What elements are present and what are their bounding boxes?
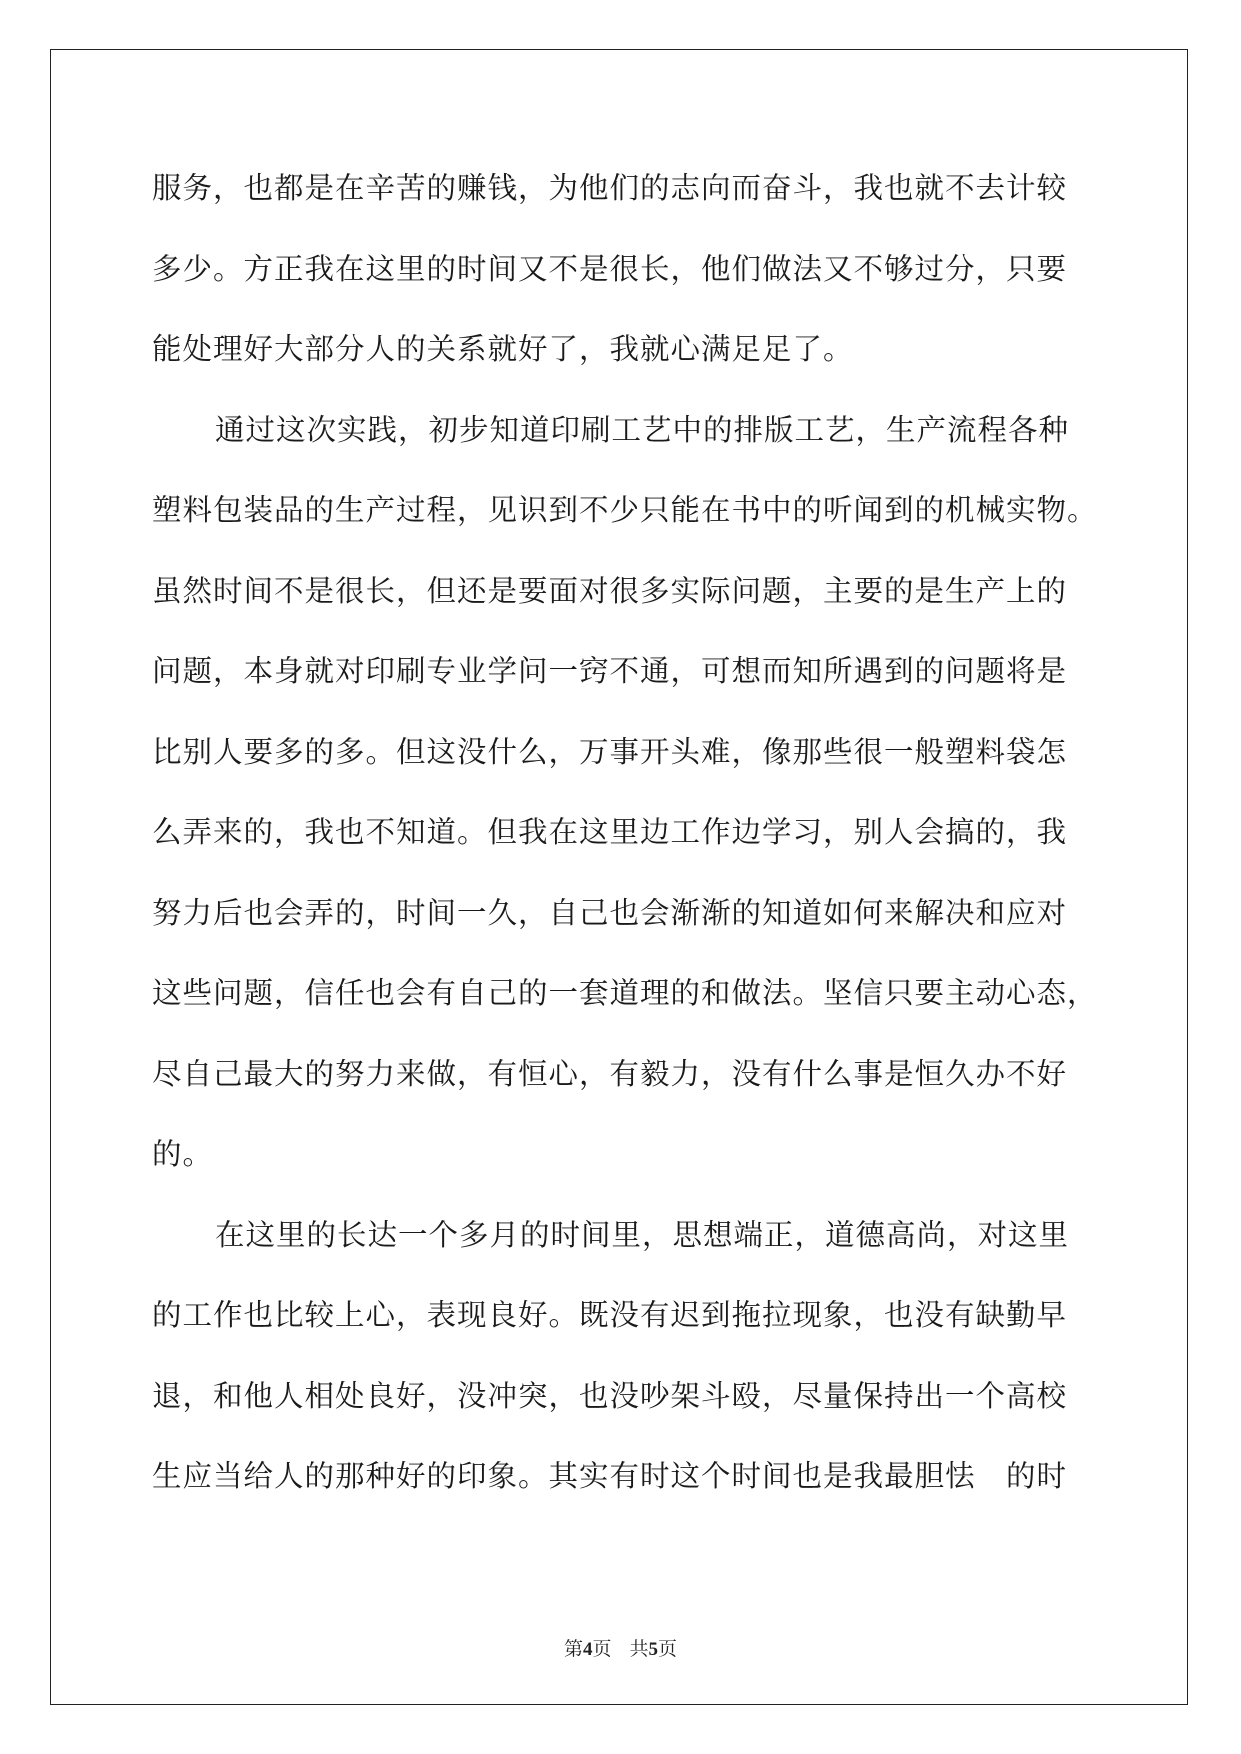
text-line: 服务，也都是在辛苦的赚钱，为他们的志向而奋斗，我也就不去计较 [152, 171, 1068, 205]
text-line: 比别人要多的多。但这没什么，万事开头难，像那些很一般塑料袋怎 [152, 734, 1068, 769]
text-line: 努力后也会弄的，时间一久，自己也会渐渐的知道如何来解决和应对 [152, 895, 1068, 930]
total-page-number: 5 [648, 1639, 659, 1660]
text-line: 尽自己最大的努力来做，有恒心，有毅力，没有什么事是恒久办不好 [152, 1056, 1068, 1091]
page-suffix: 页 [592, 1638, 612, 1660]
total-prefix: 共 [629, 1638, 649, 1660]
page-footer [0, 1634, 1241, 1661]
current-page-number: 4 [582, 1639, 593, 1660]
body-text [152, 158, 1098, 1527]
text-line: 能处理好大部分人的关系就好了，我就心满足足了。 [152, 332, 854, 366]
text-line: 多少。方正我在这里的时间又不是很长，他们做法又不够过分，只要 [152, 251, 1068, 286]
text-line: 的工作也比较上心，表现良好。既没有迟到拖拉现象，也没有缺勤早 [152, 1298, 1068, 1332]
page-prefix: 第 [563, 1638, 583, 1660]
text-line: 通过这次实践，初步知道印刷工艺中的排版工艺，生产流程各种 [215, 412, 1070, 447]
text-line: 塑料包装品的生产过程，见识到不少只能在书中的听闻到的机械实物。 [152, 493, 1098, 527]
text-line: 的。 [152, 1137, 214, 1171]
total-suffix: 页 [658, 1638, 678, 1660]
text-line: 在这里的长达一个多月的时间里，思想端正，道德高尚，对这里 [215, 1217, 1070, 1252]
text-line: 这些问题，信任也会有自己的一套道理的和做法。坚信只要主动心态， [152, 976, 1098, 1010]
text-line: 问题，本身就对印刷专业学问一窍不通，可想而知所遇到的问题将是 [152, 654, 1068, 688]
text-line: 生应当给人的那种好的印象。其实有时这个时间也是我最胆怯 的时 [152, 1459, 1068, 1493]
text-line: 么弄来的，我也不知道。但我在这里边工作边学习，别人会搞的，我 [152, 815, 1068, 849]
text-line: 退，和他人相处良好，没冲突，也没吵架斗殴，尽量保持出一个高校 [152, 1378, 1068, 1413]
text-line: 虽然时间不是很长，但还是要面对很多实际问题，主要的是生产上的 [152, 573, 1068, 608]
